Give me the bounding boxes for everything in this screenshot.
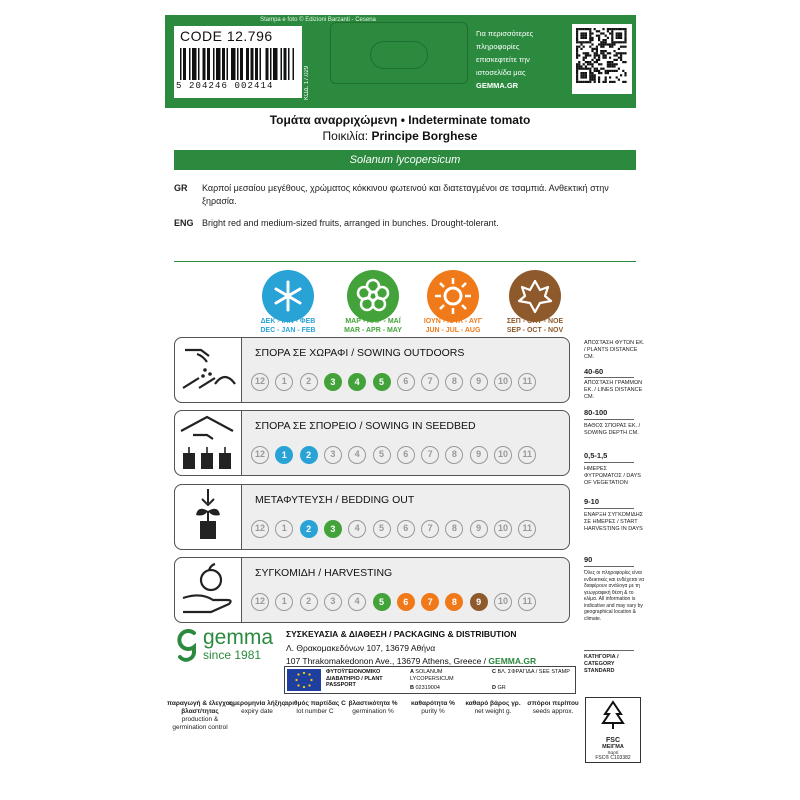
seedbed-icon <box>174 410 242 476</box>
sowing-depth-label: ΒΑΘΟΣ ΣΠΟΡΑΣ ΕΚ. / SOWING DEPTH CM. <box>584 423 641 436</box>
divider <box>584 462 634 463</box>
footer-purity: καθαρότητα % purity % <box>411 700 455 715</box>
month-4-circle: 4 <box>348 520 366 538</box>
month-2-circle: 2 <box>300 593 318 611</box>
month-7-circle: 7 <box>421 520 439 538</box>
passport-d: D GR <box>492 685 506 691</box>
vegetation-days-value: 9-10 <box>584 497 600 506</box>
row-title-harvesting: ΣΥΓΚΟΜΙΔΗ / HARVESTING <box>255 567 393 579</box>
fsc-label: FSC ΜΕΙΓΜΑ Χαρτί FSC® C103382 <box>585 697 641 763</box>
eu-flag-icon <box>287 669 321 691</box>
passport-b: B 02319004 <box>410 685 440 691</box>
divider <box>584 650 634 651</box>
month-7-circle: 7 <box>421 593 439 611</box>
description-gr: Καρποί μεσαίου μεγέθους, χρώματος κόκκινου φωτεινού και διατεταγμένοι σε τσαμπιά. Ανθεκτική στην ξηρασία. <box>202 183 609 206</box>
month-6-circle: 6 <box>397 373 415 391</box>
transplant-icon <box>174 484 242 550</box>
month-10-circle: 10 <box>494 520 512 538</box>
passport-a: A SOLANUM LYCOPERSICUM <box>410 669 454 682</box>
season-spring <box>345 268 401 324</box>
footer-expiry: ημερομηνία λήξης expiry date <box>228 700 286 715</box>
vegetation-days-label: ΗΜΕΡΕΣ ΦΥΤΡΩΜΑΤΟΣ / DAYS OF VEGETATION <box>584 466 641 486</box>
month-4-circle: 4 <box>348 446 366 464</box>
month-2-circle: 2 <box>300 520 318 538</box>
month-1-circle: 1 <box>275 446 293 464</box>
season-winter <box>260 268 316 324</box>
divider <box>584 419 634 420</box>
row-title-bedding-out: ΜΕΤΑΦΥΤΕΥΣΗ / BEDDING OUT <box>255 494 415 506</box>
month-9-circle: 9 <box>470 446 488 464</box>
harvest-icon <box>174 557 242 623</box>
month-1-circle: 1 <box>275 373 293 391</box>
more-info-text: Για περισσότερες πληροφορίες επισκεφτείτε την ιστοσελίδα μας GEMMA.GR <box>476 29 534 90</box>
harvest-days-value: 90 <box>584 555 593 564</box>
address-en: 107 Thrakomakedonon Ave., 13679 Athens, Greece / GEMMA.GR <box>286 656 537 666</box>
month-1-circle: 1 <box>275 593 293 611</box>
barcode-digits: 5 204246 002414 <box>176 81 274 91</box>
month-6-circle: 6 <box>397 520 415 538</box>
lang-gr: GR <box>174 183 188 193</box>
month-8-circle: 8 <box>445 593 463 611</box>
footer-germination: βλαστικότητα % germination % <box>348 700 398 715</box>
season-label-autumn: ΣΕΠ - ΟΚΤ - ΝΟΕ SEP - OCT - NOV <box>506 318 564 334</box>
category-label: ΚΑΤΗΓΟΡΙΑ / CATEGORY <box>584 654 619 667</box>
sowing-field-icon <box>174 337 242 403</box>
month-6-circle: 6 <box>397 446 415 464</box>
description-eng: Bright red and medium-sized fruits, arranged in bunches. Drought-tolerant. <box>202 218 499 228</box>
website-link[interactable]: GEMMA.GR <box>488 656 537 666</box>
latin-name: Solanum lycopersicum <box>174 150 636 170</box>
fsc-tree-icon <box>586 698 640 732</box>
packaging-label: ΣΥΣΚΕΥΑΣΙΑ & ΔΙΑΘΕΣΗ / PACKAGING & DISTRIBUTION <box>286 629 517 639</box>
month-11-circle: 11 <box>518 593 536 611</box>
month-9-circle: 9 <box>470 520 488 538</box>
disclaimer: Όλες οι πληροφορίες είναι ενδεικτικές και ενδέχεται να διαφέρουν ανάλογα με τη γεωγραφική θέση & το κλίμα. All information is indicative and may vary by geographical location & climate. <box>584 570 645 622</box>
month-3-circle: 3 <box>324 446 342 464</box>
month-9-circle: 9 <box>470 593 488 611</box>
month-3-circle: 3 <box>324 593 342 611</box>
passport-c: C ΒΛ. ΣΦΡΑΓΙΔΑ / SEE STAMP <box>492 669 570 675</box>
plants-distance-value: 40-60 <box>584 367 604 376</box>
company-name: gemma <box>203 626 274 649</box>
month-8-circle: 8 <box>445 520 463 538</box>
sowing-depth-value: 0,5-1,5 <box>584 451 608 460</box>
month-11-circle: 11 <box>518 446 536 464</box>
hang-hole <box>370 41 428 69</box>
month-5-circle: 5 <box>373 593 391 611</box>
season-autumn <box>507 268 563 324</box>
divider <box>584 377 634 378</box>
month-6-circle: 6 <box>397 593 415 611</box>
month-5-circle: 5 <box>373 520 391 538</box>
divider <box>174 261 636 262</box>
month-8-circle: 8 <box>445 373 463 391</box>
footer-seeds: σπόροι περίπου seeds approx. <box>527 700 579 715</box>
passport-title: ΦΥΤΟΫΓΕΙΟΝΟΜΙΚΟ ΔΙΑΒΑΤΗΡΙΟ / PLANT PASSPORT <box>326 669 383 688</box>
season-label-summer: ΙΟΥΝ - ΙΟΥΛ - ΑΥΓ JUN - JUL - AUG <box>423 318 483 334</box>
divider <box>584 508 634 509</box>
snowflake-icon <box>260 268 316 324</box>
product-title: Τομάτα αναρριχώμενη • Indeterminate tomato <box>269 113 531 127</box>
divider <box>584 566 634 567</box>
month-3-circle: 3 <box>324 373 342 391</box>
company-since: since 1981 <box>203 648 262 662</box>
month-11-circle: 11 <box>518 373 536 391</box>
variety-line: Ποικιλία: Principe Borghese <box>322 129 478 143</box>
month-10-circle: 10 <box>494 446 512 464</box>
footer-lot: αριθμός παρτίδας C lot number C <box>284 700 346 715</box>
month-10-circle: 10 <box>494 373 512 391</box>
gemma-logo-icon <box>174 627 200 663</box>
qr-code-icon[interactable] <box>572 24 632 94</box>
address-gr: Λ. Θρακομακεδόνων 107, 13679 Αθήνα <box>286 643 436 653</box>
month-12-circle: 12 <box>251 373 269 391</box>
sun-icon <box>425 268 481 324</box>
season-label-winter: ΔΕΚ - ΙΑΝ - ΦΕΒ DEC - JAN - FEB <box>260 318 316 334</box>
month-5-circle: 5 <box>373 373 391 391</box>
row-title-sowing-outdoors: ΣΠΟΡΑ ΣΕ ΧΩΡΑΦΙ / SOWING OUTDOORS <box>255 347 465 359</box>
category-value: STANDARD <box>584 668 615 674</box>
month-12-circle: 12 <box>251 520 269 538</box>
plants-distance-label: ΑΠΟΣΤΑΣΗ ΦΥΤΩΝ ΕΚ. / PLANTS DISTANCE CM. <box>584 340 645 360</box>
barcode-icon <box>180 48 296 80</box>
month-10-circle: 10 <box>494 593 512 611</box>
month-12-circle: 12 <box>251 446 269 464</box>
month-8-circle: 8 <box>445 446 463 464</box>
season-label-spring: ΜΑΡ - ΑΠΡ - ΜΑΪ MAR - APR - MAY <box>344 318 402 334</box>
month-2-circle: 2 <box>300 446 318 464</box>
footer-production: παραγωγή & έλεγχος βλαστ/τητας production & germination control <box>167 700 233 731</box>
product-code: CODE 12.796 <box>180 28 273 44</box>
season-summer <box>425 268 481 324</box>
month-12-circle: 12 <box>251 593 269 611</box>
kod-number: ΚΩΔ. 17.029 <box>304 65 310 100</box>
month-9-circle: 9 <box>470 373 488 391</box>
flower-icon <box>345 268 401 324</box>
leaf-icon <box>507 268 563 324</box>
month-1-circle: 1 <box>275 520 293 538</box>
month-7-circle: 7 <box>421 446 439 464</box>
month-7-circle: 7 <box>421 373 439 391</box>
footer-weight: καθαρό βάρος γρ. net weight g. <box>465 700 521 715</box>
lines-distance-value: 80-100 <box>584 408 608 417</box>
row-title-sowing-seedbed: ΣΠΟΡΑ ΣΕ ΣΠΟΡΕΙΟ / SOWING IN SEEDBED <box>255 420 476 432</box>
month-11-circle: 11 <box>518 520 536 538</box>
month-4-circle: 4 <box>348 593 366 611</box>
lines-distance-label: ΑΠΟΣΤΑΣΗ ΓΡΑΜΜΩΝ ΕΚ. / LINES DISTANCE CM. <box>584 380 643 400</box>
month-2-circle: 2 <box>300 373 318 391</box>
harvest-days-label: ΕΝΑΡΞΗ ΣΥΓΚΟΜΙΔΗΣ ΣΕ ΗΜΕΡΕΣ / START HARVESTING IN DAYS <box>584 512 644 532</box>
lang-eng: ENG <box>174 218 194 228</box>
credits-text: Stampa e foto © Edizioni Barzanti - Cesena <box>260 17 376 23</box>
month-4-circle: 4 <box>348 373 366 391</box>
month-5-circle: 5 <box>373 446 391 464</box>
month-3-circle: 3 <box>324 520 342 538</box>
